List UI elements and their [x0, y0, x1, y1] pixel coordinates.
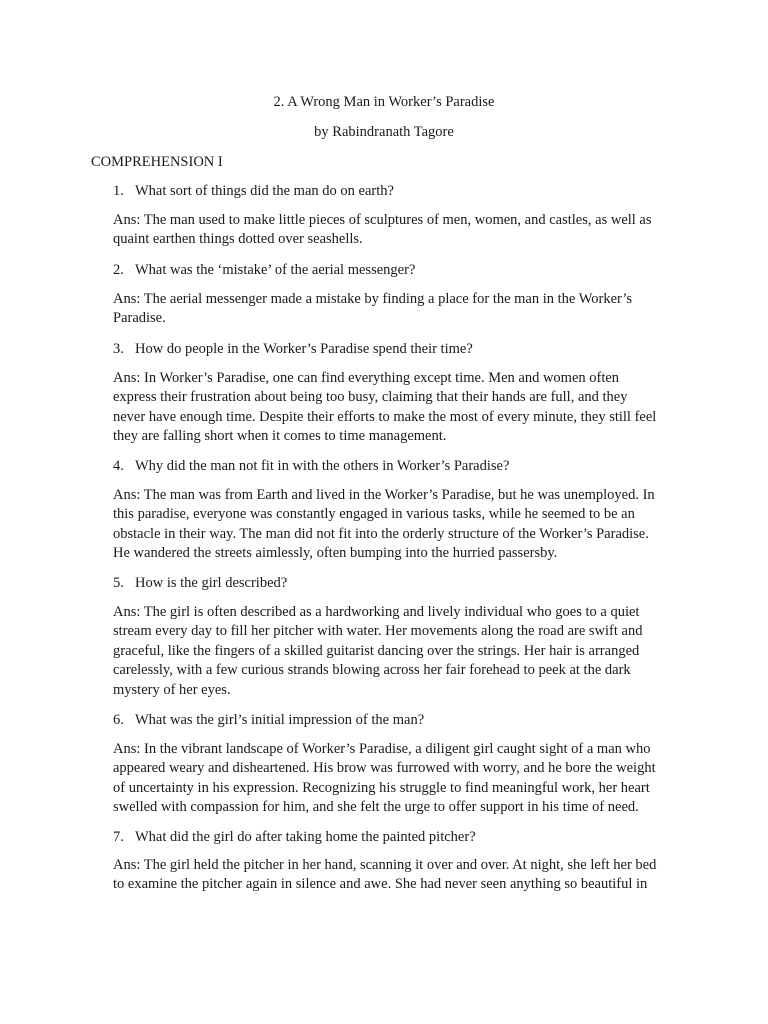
- question-text: What did the girl do after taking home the painted pitcher?: [135, 829, 476, 845]
- answer-line: quaint earthen things dotted over seashells.: [113, 231, 363, 248]
- question-number: 1.: [113, 183, 124, 199]
- question-text: What was the girl’s initial impression of the man?: [135, 712, 425, 728]
- answer-line: never have enough time. Despite their efforts to make the most of every minute, they still feel: [113, 408, 657, 425]
- question-number: 5.: [113, 575, 124, 591]
- question-text: How do people in the Worker’s Paradise spend their time?: [135, 341, 473, 357]
- answer-line: swelled with compassion for him, and she felt the urge to offer support in his time of need.: [113, 799, 639, 816]
- answer-line: Paradise.: [113, 310, 166, 327]
- answer-paragraph: [113, 211, 683, 250]
- section-heading: COMPREHENSION I: [91, 154, 223, 170]
- question-item: [113, 711, 424, 729]
- answer-paragraph: [113, 740, 683, 818]
- answer-paragraph: [113, 603, 683, 700]
- answer-paragraph: [113, 486, 683, 564]
- question-item: [113, 340, 473, 358]
- document-author: by Rabindranath Tagore: [314, 124, 454, 140]
- question-text: What was the ‘mistake’ of the aerial messenger?: [135, 262, 416, 278]
- answer-line: appeared weary and disheartened. His brow was furrowed with worry, and he bore the weight: [113, 760, 656, 777]
- answer-line: Ans: The man was from Earth and lived in the Worker’s Paradise, but he was unemployed. In: [113, 487, 655, 503]
- document-title: 2. A Wrong Man in Worker’s Paradise: [273, 94, 495, 110]
- answer-line: they are falling short when it comes to time management.: [113, 428, 447, 445]
- answer-line: obstacle in their way. The man did not fit into the orderly structure of the Worker’s Paradise.: [113, 525, 649, 542]
- answer-paragraph: [113, 369, 683, 447]
- question-item: [113, 182, 394, 200]
- answer-line: He wandered the streets aimlessly, often bumping into the hurried passersby.: [113, 545, 558, 562]
- question-text: How is the girl described?: [135, 575, 288, 591]
- question-text: What sort of things did the man do on earth?: [135, 183, 394, 199]
- question-number: 7.: [113, 829, 124, 845]
- answer-line: express their frustration about being too busy, claiming that their hands are full, and they: [113, 389, 628, 406]
- question-item: [113, 457, 509, 475]
- question-item: [113, 574, 287, 592]
- answer-line: mystery of her eyes.: [113, 681, 231, 698]
- answer-line: Ans: The girl held the pitcher in her hand, scanning it over and over. At night, she left her bed: [113, 857, 657, 873]
- question-item: [113, 828, 476, 846]
- answer-line: Ans: The girl is often described as a hardworking and lively individual who goes to a quiet: [113, 604, 640, 620]
- answer-line: Ans: The aerial messenger made a mistake by finding a place for the man in the Worker’s: [113, 291, 633, 307]
- answer-line: of uncertainty in his expression. Recognizing his struggle to find meaningful work, her heart: [113, 779, 650, 796]
- question-number: 4.: [113, 458, 124, 474]
- answer-line: this paradise, everyone was constantly engaged in various tasks, while he seemed to be an: [113, 506, 635, 523]
- answer-line: graceful, like the fingers of a skilled guitarist dancing over the strings. Her hair is arranged: [113, 642, 640, 659]
- answer-line: Ans: The man used to make little pieces of sculptures of men, women, and castles, as well as: [113, 212, 652, 228]
- answer-line: stream every day to fill her pitcher with water. Her movements along the road are swift and: [113, 623, 643, 640]
- answer-line: to examine the pitcher again in silence and awe. She had never seen anything so beautiful in: [113, 876, 648, 893]
- answer-line: Ans: In the vibrant landscape of Worker’s Paradise, a diligent girl caught sight of a man who: [113, 741, 651, 757]
- question-number: 6.: [113, 712, 124, 728]
- answer-line: carelessly, with a few curious strands blowing across her fair forehead to peek at the dark: [113, 662, 631, 679]
- question-number: 3.: [113, 341, 124, 357]
- answer-line: Ans: In Worker’s Paradise, one can find everything except time. Men and women often: [113, 370, 620, 386]
- question-number: 2.: [113, 262, 124, 278]
- answer-paragraph: [113, 290, 683, 329]
- question-text: Why did the man not fit in with the others in Worker’s Paradise?: [135, 458, 510, 474]
- question-item: [113, 261, 415, 279]
- answer-paragraph: [113, 856, 683, 895]
